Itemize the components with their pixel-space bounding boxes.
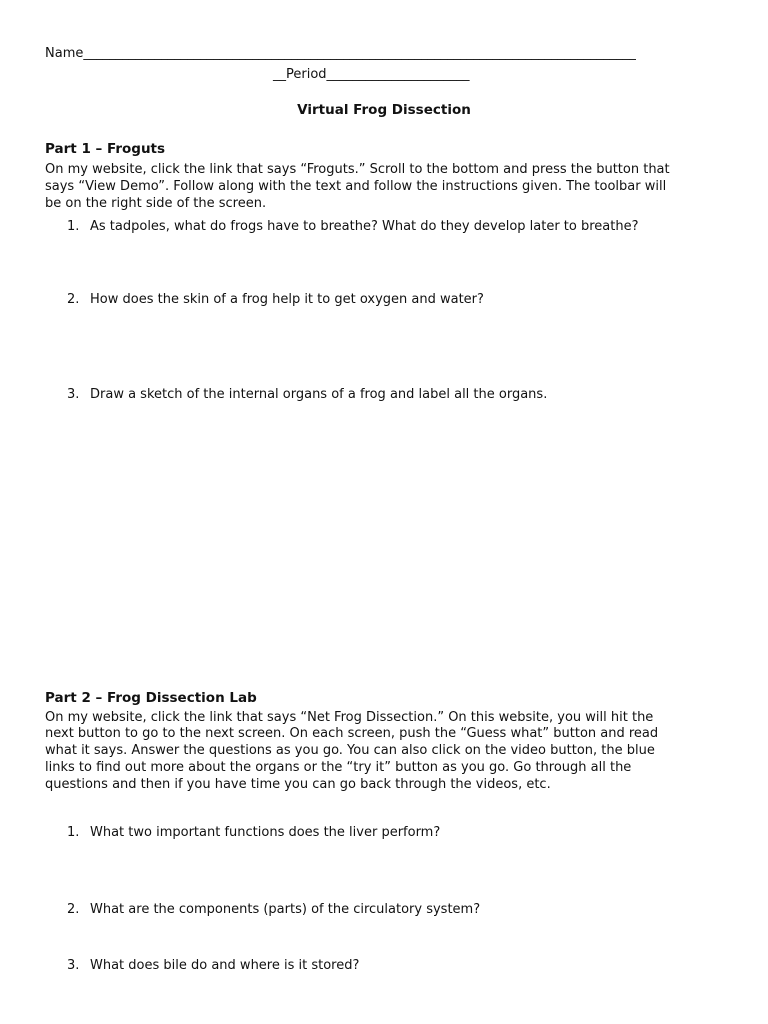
name-label: Name (45, 46, 84, 61)
question-text: What are the components (parts) of the circulatory system? (90, 902, 481, 917)
period-label: __Period (273, 67, 327, 82)
part2-instructions-line-2: next button to go to the next screen. On each screen, push the “Guess what” button and read (45, 726, 659, 741)
part1-instructions-line-3: be on the right side of the screen. (45, 196, 267, 211)
question-text: Draw a sketch of the internal organs of a frog and label all the organs. (90, 387, 548, 402)
question-text: What two important functions does the liver perform? (90, 825, 441, 840)
part1-instructions-line-2: says “View Demo”. Follow along with the text and follow the instructions given. The toolbar will (45, 179, 667, 194)
part1-heading: Part 1 – Froguts (45, 141, 166, 157)
name-blank-line: _____________________________________________________________________________________ (83, 46, 636, 61)
question-number: 3. (67, 387, 80, 402)
part2-question-3 (67, 957, 359, 974)
period-field (273, 66, 470, 83)
part2-instructions-line-4: links to find out more about the organs or the “try it” button as you go. Go through all the (45, 760, 632, 775)
part1-instructions-line-1: On my website, click the link that says “Froguts.” Scroll to the bottom and press the button that (45, 162, 670, 177)
part2-question-1 (67, 824, 440, 841)
part1-question-2 (67, 291, 484, 308)
question-number: 1. (67, 219, 80, 234)
page-title: Virtual Frog Dissection (297, 102, 471, 118)
question-number: 2. (67, 292, 80, 307)
question-text: As tadpoles, what do frogs have to breathe? What do they develop later to breathe? (90, 219, 639, 234)
question-number: 1. (67, 825, 80, 840)
question-number: 2. (67, 902, 80, 917)
name-field (45, 45, 636, 62)
question-text: What does bile do and where is it stored? (90, 958, 360, 973)
part2-instructions-line-5: questions and then if you have time you can go back through the videos, etc. (45, 777, 551, 792)
period-blank-line: ______________________ (326, 67, 470, 82)
part2-instructions-line-1: On my website, click the link that says “Net Frog Dissection.” On this website, you will hit the (45, 710, 654, 725)
part1-question-1 (67, 218, 639, 235)
part2-instructions-line-3: what it says. Answer the questions as you go. You can also click on the video button, the blue (45, 743, 655, 758)
question-number: 3. (67, 958, 80, 973)
question-text: How does the skin of a frog help it to get oxygen and water? (90, 292, 484, 307)
part2-question-2 (67, 901, 480, 918)
part1-question-3 (67, 386, 547, 403)
part2-heading: Part 2 – Frog Dissection Lab (45, 690, 257, 706)
